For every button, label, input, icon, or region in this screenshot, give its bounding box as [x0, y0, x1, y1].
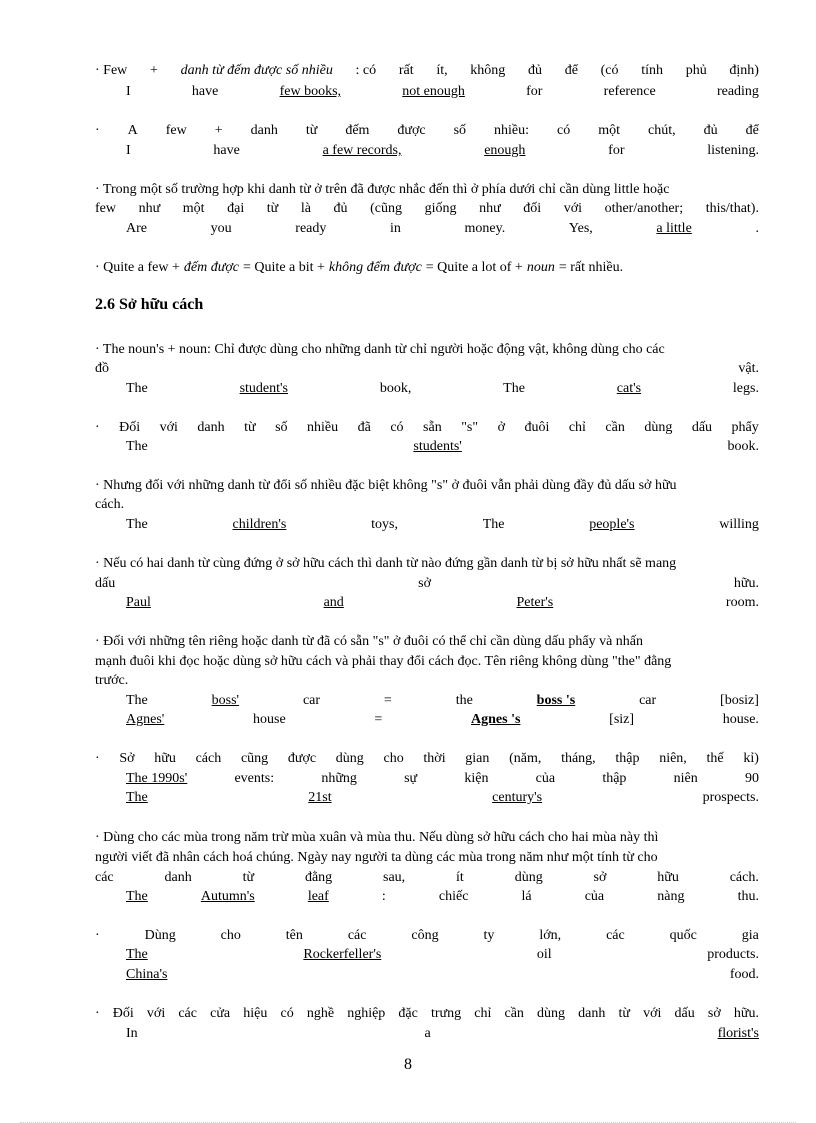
text-word: từ	[618, 1006, 630, 1021]
text-word: money.	[464, 221, 506, 236]
text-word: không đếm được	[328, 260, 422, 275]
text-word: 90	[744, 771, 759, 786]
text-word: đã	[357, 420, 371, 435]
text-line	[126, 593, 759, 612]
text-word: nghề	[306, 1006, 335, 1021]
text-word: dấu	[674, 1006, 695, 1021]
text-word: · Đối với những tên riêng hoặc danh từ đã có sẵn "s" ở đuôi có thể chỉ cần dùng dấu phẩy và nhấn	[95, 634, 643, 649]
text-word: house	[253, 712, 286, 727]
text-word: được	[287, 751, 317, 766]
text-word: dùng	[514, 870, 543, 885]
underlined-example-word: Agnes'	[126, 712, 165, 727]
text-word: một	[598, 123, 621, 138]
text-word: few	[95, 201, 116, 216]
text-word: chỉ	[568, 420, 586, 435]
text-word: danh từ đếm được số nhiều	[180, 63, 333, 78]
text-word: other/another;	[604, 201, 684, 216]
text-word: dùng	[335, 751, 364, 766]
text-word: không	[470, 63, 506, 78]
text-word: · Nếu có hai danh từ cùng đứng ở sở hữu cách thì danh từ nào đứng gần danh từ bị sở hữu nhất sẽ mang	[95, 556, 677, 571]
text-word: dùng	[644, 420, 673, 435]
text-word: định)	[729, 63, 759, 78]
text-line	[126, 691, 759, 710]
text-line	[95, 671, 759, 690]
text-word: với	[643, 1006, 662, 1021]
text-word: ty	[483, 928, 495, 943]
text-line	[95, 199, 759, 218]
text-line	[126, 769, 759, 788]
underlined-example-word: Autumn's	[200, 889, 255, 904]
text-word: với	[159, 420, 178, 435]
text-word: để	[564, 63, 578, 78]
text-word: là	[300, 201, 311, 216]
text-word: đặc	[398, 1006, 418, 1021]
text-word: · The noun's + noun: Chỉ được dùng cho những danh từ chỉ người hoặc động vật, không dùng cho các	[95, 342, 665, 357]
text-word: nghiệp	[347, 1006, 386, 1021]
text-line	[126, 887, 759, 906]
text-word: như	[479, 201, 501, 216]
text-word: Are	[126, 221, 147, 236]
text-word: events:	[234, 771, 275, 786]
text-word: I	[126, 143, 131, 158]
text-word: đối	[523, 201, 542, 216]
text-word: ·	[95, 751, 100, 766]
text-word: listening.	[707, 143, 759, 158]
text-word: các	[178, 1006, 197, 1021]
text-word: this/that).	[705, 201, 759, 216]
underlined-example-word: 21st	[308, 790, 332, 805]
text-word: trước.	[95, 673, 129, 688]
text-word: in	[390, 221, 401, 236]
text-word: những	[321, 771, 357, 786]
text-word: : có	[355, 63, 377, 78]
text-word: prospects.	[702, 790, 759, 805]
text-word: · Few	[95, 63, 128, 78]
text-word: few	[165, 123, 187, 138]
text-word: house.	[722, 712, 759, 727]
text-word: the	[455, 693, 473, 708]
text-line	[126, 82, 759, 101]
text-word: cách.	[95, 497, 125, 512]
text-word: chỉ	[474, 1006, 492, 1021]
text-word: Dùng	[144, 928, 176, 943]
text-line	[95, 926, 759, 945]
text-word: tháng,	[561, 751, 596, 766]
text-word: mạnh đuôi khi đọc hoặc dùng sở hữu cách và phải thay đổi cách đọc. Tên riêng không dùng "the" đằng	[95, 654, 672, 669]
text-word: ·	[95, 420, 100, 435]
text-word: các	[95, 870, 114, 885]
underlined-example-word: florist's	[717, 1026, 759, 1041]
text-word: vật.	[738, 361, 759, 376]
text-word: niên	[673, 771, 698, 786]
text-word: Đối	[112, 1006, 134, 1021]
text-word: The	[126, 381, 148, 396]
text-line	[126, 1024, 759, 1043]
underlined-example-word: Agnes 's	[471, 712, 521, 727]
text-word: từ	[266, 201, 279, 216]
text-word: dấu	[691, 420, 713, 435]
text-word: legs.	[732, 381, 759, 396]
underlined-example-word: boss'	[211, 693, 240, 708]
text-word: book,	[379, 381, 412, 396]
text-word: The	[482, 517, 505, 532]
text-word: niên,	[659, 751, 687, 766]
text-word: cũng	[240, 751, 269, 766]
text-word: nhiều:	[494, 123, 530, 138]
text-word: như	[138, 201, 161, 216]
text-word: đếm	[345, 123, 370, 138]
text-line	[95, 574, 759, 593]
text-line	[95, 652, 759, 671]
underlined-example-word: few books,	[279, 84, 342, 99]
text-word: hữu.	[733, 576, 759, 591]
text-word: = Quite a bit +	[243, 260, 325, 275]
text-word: .	[755, 221, 759, 236]
text-word: danh	[164, 870, 192, 885]
underlined-example-word: The	[126, 947, 148, 962]
text-line	[126, 965, 759, 984]
underlined-example-word: and	[323, 595, 344, 610]
text-word: = Quite a lot of +	[425, 260, 523, 275]
text-word: cách	[195, 751, 222, 766]
text-word: Yes,	[568, 221, 593, 236]
text-word: số	[453, 123, 467, 138]
text-word: quốc	[669, 928, 697, 943]
text-word: giống	[424, 201, 457, 216]
underlined-example-word: century's	[492, 790, 543, 805]
text-word: tính	[641, 63, 663, 78]
underlined-example-word: The	[126, 889, 148, 904]
text-word: lá	[521, 889, 532, 904]
underlined-example-word: boss 's	[536, 693, 576, 708]
text-word: sự	[404, 771, 418, 786]
text-word: In	[126, 1026, 138, 1041]
underlined-example-word: students'	[413, 439, 462, 454]
text-word: dùng	[537, 1006, 566, 1021]
text-word: dấu	[95, 576, 116, 591]
text-word: hiệu	[243, 1006, 268, 1021]
text-word: một	[182, 201, 205, 216]
text-word: cho	[383, 751, 404, 766]
text-word: cho	[220, 928, 241, 943]
text-word: có	[280, 1006, 294, 1021]
text-word: for	[526, 84, 543, 99]
text-word: · Dùng cho các mùa trong năm trừ mùa xuân và mùa thu. Nếu dùng sở hữu cách cho hai mùa này thì	[95, 830, 659, 845]
underlined-example-word: people's	[589, 517, 635, 532]
text-line	[95, 1004, 759, 1023]
text-word: gia	[741, 928, 759, 943]
text-word: danh	[250, 123, 278, 138]
text-word: The	[126, 439, 148, 454]
text-word: danh	[578, 1006, 606, 1021]
text-word: hữu.	[733, 1006, 759, 1021]
text-word: danh	[197, 420, 225, 435]
text-word: đủ	[333, 201, 348, 216]
text-line	[126, 945, 759, 964]
text-word: willing	[719, 517, 759, 532]
text-line	[95, 828, 759, 847]
text-word: A	[127, 123, 138, 138]
text-line	[95, 121, 759, 140]
text-word: nhiều	[307, 420, 339, 435]
text-line	[95, 848, 759, 867]
text-word: "s"	[461, 420, 479, 435]
text-word: (cũng	[370, 201, 403, 216]
text-word: thu.	[737, 889, 759, 904]
text-word: (năm,	[509, 751, 542, 766]
text-line	[95, 258, 759, 277]
text-word: [siz]	[609, 712, 635, 727]
text-word: của	[535, 771, 556, 786]
text-word: The	[126, 693, 148, 708]
text-word: ít	[456, 870, 464, 885]
text-word: với	[563, 201, 582, 216]
text-word: được	[397, 123, 426, 138]
underlined-example-word: leaf	[307, 889, 329, 904]
text-line	[126, 788, 759, 807]
text-word: lớn,	[539, 928, 562, 943]
text-word: toys,	[371, 517, 398, 532]
text-word: have	[213, 143, 240, 158]
text-word: hữu	[657, 870, 679, 885]
text-word: I	[126, 84, 131, 99]
text-word: đồ	[95, 361, 109, 376]
underlined-example-word: The 1990s'	[126, 771, 188, 786]
text-word: car	[639, 693, 657, 708]
text-word: sẵn	[423, 420, 442, 435]
text-word: reference	[603, 84, 656, 99]
text-line	[95, 476, 759, 495]
text-word: từ	[305, 123, 318, 138]
text-word: · Nhưng đối với những danh từ đổi số nhiều đặc biệt không "s" ở đuôi vẫn phải dùng đầy đủ dấu sở hữu	[95, 478, 677, 493]
text-word: từ	[242, 870, 255, 885]
text-word: ·	[95, 1006, 100, 1021]
text-line	[95, 632, 759, 651]
underlined-example-word: a few records,	[322, 143, 402, 158]
text-word: người viết đã nhân cách hoá chúng. Ngày nay người ta dùng các mùa trong năm như một tính từ cho	[95, 850, 658, 865]
underlined-example-word: enough	[484, 143, 526, 158]
text-line	[126, 437, 759, 456]
text-word: have	[191, 84, 219, 99]
underlined-example-word: children's	[232, 517, 287, 532]
text-word: (có	[600, 63, 619, 78]
text-word: Đối	[119, 420, 141, 435]
text-word: food.	[729, 967, 759, 982]
underlined-example-word: Peter's	[516, 595, 554, 610]
text-word: +	[214, 123, 223, 138]
text-word: = rất nhiều.	[558, 260, 624, 275]
text-line	[126, 219, 759, 238]
text-word: cần	[504, 1006, 524, 1021]
text-word: =	[383, 693, 392, 708]
text-line	[95, 418, 759, 437]
text-line	[126, 710, 759, 729]
text-line	[95, 495, 759, 514]
text-word: oil	[536, 947, 552, 962]
text-word: [bosiz]	[720, 693, 759, 708]
underlined-example-word: not enough	[402, 84, 465, 99]
text-word: you	[210, 221, 232, 236]
text-word: hữu	[154, 751, 176, 766]
text-line	[95, 554, 759, 573]
text-word: đủ	[528, 63, 542, 78]
text-word: nàng	[657, 889, 685, 904]
section-heading: 2.6 Sở hữu cách	[95, 296, 204, 313]
text-word: có	[390, 420, 404, 435]
text-word: chiếc	[438, 889, 469, 904]
text-word: với	[146, 1006, 166, 1021]
text-word: đằng	[304, 870, 333, 885]
text-word: cửa	[210, 1006, 231, 1021]
underlined-example-word: Rockerfeller's	[303, 947, 382, 962]
text-line	[95, 359, 759, 378]
underlined-example-word: a little	[656, 221, 692, 236]
text-word: chút,	[648, 123, 676, 138]
text-word: ·	[95, 928, 100, 943]
underlined-example-word: China's	[126, 967, 168, 982]
text-word: thế	[706, 751, 724, 766]
text-word: các	[606, 928, 625, 943]
text-word: gian	[465, 751, 490, 766]
text-word: đại	[227, 201, 245, 216]
text-word: sở	[707, 1006, 721, 1021]
text-word: The	[126, 517, 148, 532]
text-word: sau,	[383, 870, 406, 885]
text-line	[95, 868, 759, 887]
text-word: products.	[707, 947, 759, 962]
text-word: tên	[285, 928, 303, 943]
text-word: sở	[418, 576, 431, 591]
text-line	[126, 379, 759, 398]
text-word: cần	[605, 420, 625, 435]
text-word: thập	[615, 751, 640, 766]
text-word: · Trong một số trường hợp khi danh từ ở trên đã được nhắc đến thì ở phía dưới chỉ cần dùng little hoặc	[95, 182, 670, 197]
text-word: đuôi	[524, 420, 550, 435]
text-word: kỉ)	[743, 751, 759, 766]
text-line	[95, 180, 759, 199]
text-word: để	[745, 123, 759, 138]
text-word: công	[411, 928, 439, 943]
text-word: các	[347, 928, 367, 943]
text-word: phủ	[685, 63, 707, 78]
text-word: noun	[526, 260, 555, 275]
text-word: ít,	[436, 63, 448, 78]
text-word: kiện	[464, 771, 489, 786]
text-word: car	[302, 693, 321, 708]
text-line	[95, 340, 759, 359]
text-line	[126, 515, 759, 534]
text-word: a	[424, 1026, 431, 1041]
text-line	[95, 61, 759, 80]
text-word: for	[608, 143, 625, 158]
text-word: Sở	[119, 751, 135, 766]
text-word: phẩy	[731, 420, 759, 435]
text-word: từ	[244, 420, 256, 435]
page-number: 8	[404, 1056, 412, 1073]
text-word: +	[149, 63, 158, 78]
text-word: sở	[593, 870, 607, 885]
text-word: ready	[295, 221, 327, 236]
text-word: The	[503, 381, 525, 396]
text-word: thời	[423, 751, 446, 766]
text-word: book.	[727, 439, 759, 454]
text-word: ·	[95, 123, 100, 138]
text-word: rất	[398, 63, 414, 78]
text-word: thập	[602, 771, 627, 786]
text-word: đếm được	[183, 260, 240, 275]
text-word: cách.	[729, 870, 759, 885]
underlined-example-word: student's	[239, 381, 289, 396]
text-word: · Quite a few +	[95, 260, 180, 275]
text-word: của	[584, 889, 605, 904]
underlined-example-word: cat's	[616, 381, 642, 396]
text-word: có	[557, 123, 571, 138]
text-word: reading	[716, 84, 759, 99]
text-word: :	[381, 889, 386, 904]
text-word: số	[275, 420, 288, 435]
text-word: room.	[725, 595, 759, 610]
text-word: =	[374, 712, 383, 727]
text-word: đủ	[703, 123, 718, 138]
text-line	[126, 141, 759, 160]
text-word: trưng	[430, 1006, 462, 1021]
underlined-example-word: Paul	[126, 595, 151, 610]
underlined-example-word: The	[126, 790, 148, 805]
text-line	[95, 749, 759, 768]
text-word: ở	[497, 420, 505, 435]
